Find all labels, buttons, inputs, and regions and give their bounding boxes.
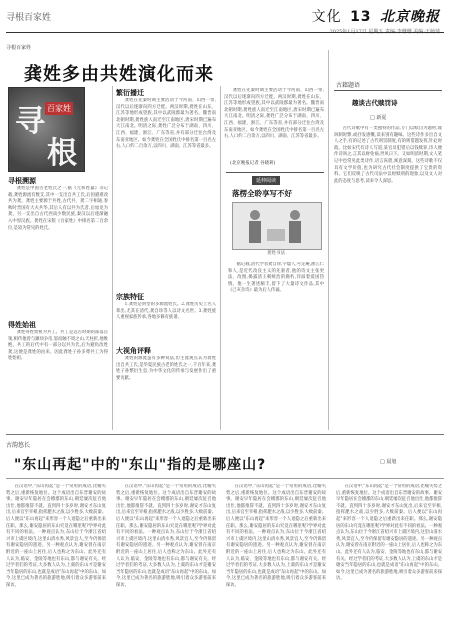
column-divider-2 [220, 86, 221, 430]
right-kicker-rule [334, 90, 442, 91]
section-divider [6, 434, 444, 435]
calligraphy-caption: 龚姓书法 [267, 251, 285, 256]
bottom-kicker: 古韵悠长 [6, 442, 31, 449]
text-spread-cont: 龚姓在先秦时期主要活动于今河南、山西一带,汉代以后逐渐向四方迁徙。两汉时期,龚姓在山东、江苏等地形成望族,其中以武陵郡最为著名。魏晋南北朝时期,龚姓族人南迁至江南地区,唐宋时期已遍布大江南北。明清之际,龚姓广泛分布于湖南、四川、江西、福建、浙江、广东等省,并有部分迁往台湾及东南亚地区。如今龚姓在全国姓氏中排名第一百名左右,人口约二百余万,以四川、湖南、江苏等省最多。 [224, 88, 324, 140]
text-origin: 龚姓是中国古老姓氏之一,据《元和姓纂》等记载,龚姓源流有数支,其中一支出自共工氏,后因避难改共为龚。龚姓主要源于共姓,古代共、龚二字相通,春秋时晋国有大夫共华,其后人有以共为氏者,后加龙为龚。另一支出自古代西南少数民族,秦汉以后逐渐融入中原汉族。龚姓在宋版《百家姓》中排名第二百余位,是较为常见的姓氏。 [8, 186, 108, 231]
bottom-text-col-3: 在汉语中,"东山再起"是一个常用的成语,比喻失势之后,重新恢复地位。这个成语出自东晋谢安的故事。谢安早年隐居在会稽郡的东山,朝廷屡次征召他出仕,他都推辞不就。直到四十多岁时,谢安才东山复出,后来官至宰相,指挥淝水之战,以少胜多,大败前秦。后人便以"东山再起"来形容一个人退隐之后重新出来任职。那么,谢安隐居的东山究竟在哪里呢?学界对此有不同的看法。一种观点认为,东山位于今浙江省绍兴市上虞区境内,这里山清水秀,风景宜人,至今仍保留有谢安隐居的遗迹。另一种观点认为,谢安曾在南京附近的一座山上居住,后人也称之为东山。此外还有人认为,临安、金陵等地也有东山,都与谢安有关。经过学者们的考证,大多数人认为,上虞的东山才是谢安当年隐居的东山,也就是成语"东山再起"中的东山。如今,这里已成为著名的旅游胜地,吸引着众多游客前来探访。 [226, 484, 326, 588]
subhead-spread: 繁衍播迁 [116, 89, 144, 97]
subhead-ancestor: 得姓始祖 [8, 321, 36, 329]
header-rule [6, 32, 444, 33]
bottom-text-col-2: 在汉语中,"东山再起"是一个常用的成语,比喻失势之后,重新恢复地位。这个成语出自东晋谢安的故事。谢安早年隐居在会稽郡的东山,朝廷屡次征召他出仕,他都推辞不就。直到四十多岁时,谢安才东山复出,后来官至宰相,指挥淝水之战,以少胜多,大败前秦。后人便以"东山再起"来形容一个人退隐之后重新出来任职。那么,谢安隐居的东山究竟在哪里呢?学界对此有不同的看法。一种观点认为,东山位于今浙江省绍兴市上虞区境内,这里山清水秀,风景宜人,至今仍保留有谢安隐居的遗迹。另一种观点认为,谢安曾在南京附近的一座山上居住,后人也称之为东山。此外还有人认为,临安、金陵等地也有东山,都与谢安有关。经过学者们的考证,大多数人认为,上虞的东山才是谢安当年隐居的东山,也就是成语"东山再起"中的东山。如今,这里已成为著名的旅游胜地,吸引着众多游客前来探访。 [116, 484, 216, 588]
box-label: 延伸阅读 [252, 176, 280, 185]
top-headline: 龚姓多由共姓演化而来 [24, 64, 214, 85]
title-image-char-1: 寻 [15, 104, 45, 139]
box-rule [226, 172, 324, 173]
bottom-text-col-4: 在汉语中,"东山再起"是一个常用的成语,比喻失势之后,重新恢复地位。这个成语出自东晋谢安的故事。谢安早年隐居在会稽郡的东山,朝廷屡次征召他出仕,他都推辞不就。直到四十多岁时,谢安才东山复出,后来官至宰相,指挥淝水之战,以少胜多,大败前秦。后人便以"东山再起"来形容一个人退隐之后重新出来任职。那么,谢安隐居的东山究竟在哪里呢?学界对此有不同的看法。一种观点认为,东山位于今浙江省绍兴市上虞区境内,这里山清水秀,风景宜人,至今仍保留有谢安隐居的遗迹。另一种观点认为,谢安曾在南京附近的一座山上居住,后人也称之为东山。此外还有人认为,临安、金陵等地也有东山,都与谢安有关。经过学者们的考证,大多数人认为,上虞的东山才是谢安当年隐居的东山,也就是成语"东山再起"中的东山。如今,这里已成为著名的旅游胜地,吸引着众多游客前来探访。 [336, 484, 442, 582]
subhead-origin: 寻根溯源 [8, 177, 36, 185]
issue-meta: 2025年1月17日 星期五 责编:李珊珊 美编:王萌琦 [329, 29, 440, 35]
right-byline: □ 新夏 [370, 115, 387, 121]
bottom-rule [6, 478, 444, 479]
bottom-headline: "东山再起"中的"东山"指的是哪座山? [14, 457, 267, 473]
text-features: 1.龚姓是典型的多源流姓氏。2.龚姓历史上名人辈出,尤其在清代,龚自珍等人以诗文名世。3.龚姓族人重视家族传承,各地多修有族谱。 [116, 302, 216, 321]
author-credit: (北京晚报记者 谷晓莉) [230, 161, 276, 166]
text-spread: 龚姓在先秦时期主要活动于今河南、山西一带,汉代以后逐渐向四方迁徙。两汉时期,龚姓在山东、江苏等地形成望族,其中以武陵郡最为著名。魏晋南北朝时期,龚姓族人南迁至江南地区,唐宋时期已遍布大江南北。明清之际,龚姓广泛分布于湖南、四川、江西、福建、浙江、广东等省,并有部分迁往台湾及东南亚地区。如今龚姓在全国姓氏中排名第一百名左右,人口约二百余万,以四川、湖南、江苏等省最多。 [116, 98, 216, 150]
masthead: 北京晚报 [380, 9, 440, 25]
subhead-review: 大视角评释 [116, 347, 151, 355]
section-label: 寻根百家姓 [6, 13, 52, 23]
section-title: 文化 [311, 9, 342, 25]
column-divider-3 [328, 50, 329, 430]
text-right: 古代诗歌中有一类独特的作品,专门以赎罚为题材,或讽刺时弊,或抒发感慨,读来别有趣味。这些诗作多出自文人之手,有的记述了古代刑罚制度,有的则借题发挥,针砭时政。比如宋代有诗人写道,某官员犯错后以钱赎罪,诗人便作诗讽之,言其以财免祸,世风日下。又如明清时期,文人笔记中也常见此类诗作,语言诙谐,寓意深刻。这些诗歌不仅具有文学价值,也为研究古代社会制度提供了宝贵的资料。它们反映了古代司法中以财赎刑的现象,以及文人对此的态度与思考,读来令人深思。 [334, 126, 442, 184]
title-image [8, 87, 85, 172]
right-title: 趣谈古代赎罚诗 [352, 99, 398, 107]
bottom-text-col-1: 在汉语中,"东山再起"是一个常用的成语,比喻失势之后,重新恢复地位。这个成语出自东晋谢安的故事。谢安早年隐居在会稽郡的东山,朝廷屡次征召他出仕,他都推辞不就。直到四十多岁时,谢安才东山复出,后来官至宰相,指挥淝水之战,以少胜多,大败前秦。后人便以"东山再起"来形容一个人退隐之后重新出来任职。那么,谢安隐居的东山究竟在哪里呢?学界对此有不同的看法。一种观点认为,东山位于今浙江省绍兴市上虞区境内,这里山清水秀,风景宜人,至今仍保留有谢安隐居的遗迹。另一种观点认为,谢安曾在南京附近的一座山上居住,后人也称之为东山。此外还有人认为,临安、金陵等地也有东山,都与谢安有关。经过学者们的考证,大多数人认为,上虞的东山才是谢安当年隐居的东山,也就是成语"东山再起"中的东山。如今,这里已成为著名的旅游胜地,吸引着众多游客前来探访。 [6, 484, 106, 588]
bottom-byline: □ 晨旭 [380, 459, 397, 465]
calligraphy-figures-icon [233, 203, 321, 249]
text-review: 龚姓的源流虽有多种说法,但主流观点认为龚姓出自共工氏,是华夏民族古老的姓氏之一,千百年来,龚姓子孙繁衍生息,为中华文化的传承与发展作出了重要贡献。 [116, 356, 216, 381]
headline-kicker: 寻根百家姓 [6, 45, 32, 51]
title-image-tag: 百家姓 [47, 104, 71, 113]
page-number: 13 [350, 9, 372, 25]
subhead-features: 宗族特征 [116, 293, 144, 301]
calligraphy-title: 落楞全聆享写不好 [232, 189, 292, 198]
calligraphy-image [232, 202, 322, 250]
text-calligraphy: 据记载,清代学者龚自珍,字璱人,号定庵,浙江仁和人,是近代改良主义的先驱者,他的诗文主张更法、改图,揭露清王朝统治的腐朽,洋溢着爱国热情。他一生著述颇丰,留下了大量诗文作品,其中《己亥杂诗》最为后人传诵。 [228, 262, 324, 294]
text-ancestor: 龚姓得姓始祖为共工。共工是远古时期的部落首领,相传他曾与颛顼争帝,怒而触不周之山,天柱折,地维绝。共工的后代中有一部分以共为氏,后为避仇改姓龚,这便是龚姓的由来。因此龚姓子孙多尊共工为得姓始祖。 [8, 330, 108, 362]
title-image-char-2: 根 [47, 136, 77, 171]
column-divider-1 [112, 86, 113, 430]
page-header [312, 6, 440, 35]
right-kicker: 古籍题语 [336, 82, 361, 89]
